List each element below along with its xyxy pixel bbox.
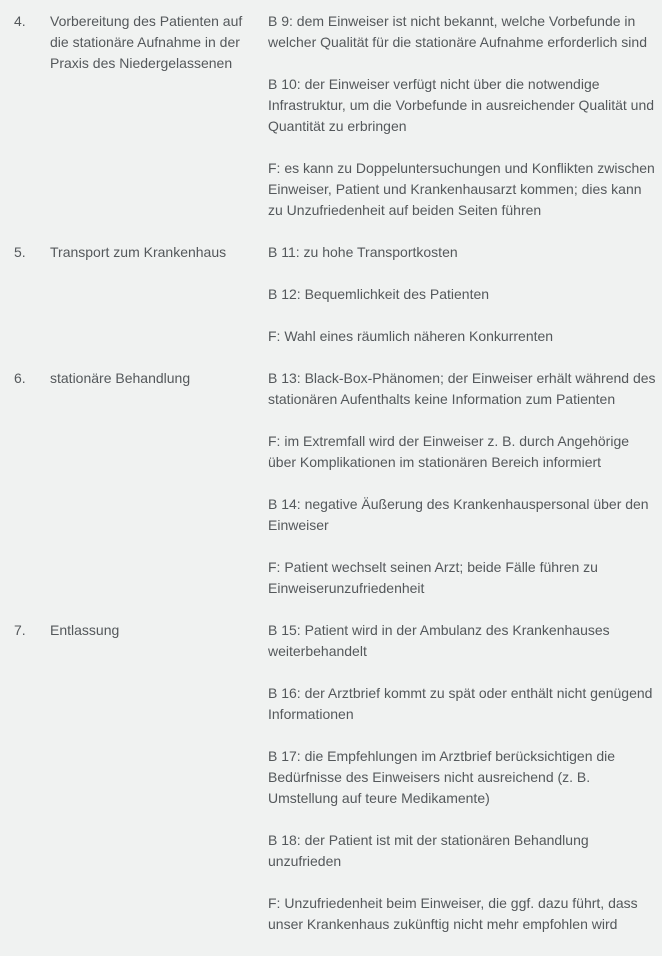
row-description xyxy=(268,368,659,620)
description-paragraph: B 10: der Einweiser verfügt nicht über die notwendige Infrastruktur, um die Vorbefunde in ausreichender Qualität und Quantität zu erbringen xyxy=(268,76,655,134)
table-row xyxy=(14,368,658,620)
description-paragraph: B 17: die Empfehlungen im Arztbrief berücksichtigen die Bedürfnisse des Einweisers nicht ausreichend (z. B. Umstellung auf teure Medikamente) xyxy=(268,748,616,806)
description-paragraph: B 15: Patient wird in der Ambulanz des Krankenhauses weiterbehandelt xyxy=(268,622,610,659)
description-paragraph: B 18: der Patient ist mit der stationären Behandlung unzufrieden xyxy=(268,832,589,869)
description-paragraph: B 12: Bequemlichkeit des Patienten xyxy=(268,286,490,302)
row-title: Transport zum Krankenhaus xyxy=(50,244,227,260)
description-paragraph: F: Wahl eines räumlich näheren Konkurrenten xyxy=(268,328,554,344)
description-paragraph: F: Patient wechselt seinen Arzt; beide Fälle führen zu Einweiserunzufriedenheit xyxy=(268,559,598,596)
row-title: Entlassung xyxy=(50,622,120,638)
description-paragraph: B 9: dem Einweiser ist nicht bekannt, welche Vorbefunde in welcher Qualität für die stationäre Aufnahme erforderlich sind xyxy=(268,13,647,50)
description-paragraph: B 11: zu hohe Transportkosten xyxy=(268,244,458,260)
description-paragraph: F: im Extremfall wird der Einweiser z. B. durch Angehörige über Komplikationen im stationären Bereich informiert xyxy=(268,433,630,470)
row-title: Vorbereitung des Patienten auf die stationäre Aufnahme in der Praxis des Niedergelassenen xyxy=(50,13,243,71)
row-number: 5. xyxy=(14,244,26,260)
row-description xyxy=(268,242,659,368)
description-paragraph: F: es kann zu Doppeluntersuchungen und Konflikten zwischen Einweiser, Patient und Krankenhausarzt kommen; dies kann zu Unzufriedenheit auf beiden Seiten führen xyxy=(268,160,655,218)
row-description xyxy=(268,620,659,956)
description-paragraph: B 14: negative Äußerung des Krankenhauspersonal über den Einweiser xyxy=(268,496,649,533)
table-row xyxy=(14,620,658,956)
row-number: 7. xyxy=(14,622,26,638)
table-row xyxy=(14,11,658,242)
row-description xyxy=(268,11,659,242)
row-number: 6. xyxy=(14,370,26,386)
table-row xyxy=(14,242,658,368)
row-title: stationäre Behandlung xyxy=(50,370,191,386)
description-paragraph: B 13: Black-Box-Phänomen; der Einweiser erhält während des stationären Aufenthalts keine Information zum Patienten xyxy=(268,370,656,407)
description-paragraph: B 16: der Arztbrief kommt zu spät oder enthält nicht genügend Informationen xyxy=(268,685,653,722)
description-paragraph: F: Unzufriedenheit beim Einweiser, die ggf. dazu führt, dass unser Krankenhaus zukünftig nicht mehr empfohlen wird xyxy=(268,895,638,932)
row-number: 4. xyxy=(14,13,26,29)
